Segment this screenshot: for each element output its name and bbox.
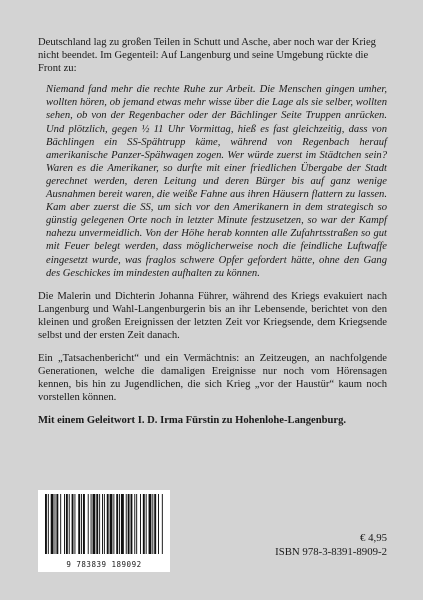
back-cover-text: [38, 36, 387, 428]
quote-paragraph: Niemand fand mehr die rechte Ruhe zur Arbeit. Die Menschen gingen umher, wollten hören, ob jemand etwas mehr wisse über die Lage als sie selber, wollten sehen, ob von der Regenbacher oder der Bächlinger Seite Truppen anrücken. Und plötzlich, gegen ½ 11 Uhr Vormittag, hieß es fast gleichzeitig, dass von Bächlingen ein SS-Spähtrupp käme, während von Regenbach herauf amerikanische Panzer-Spähwagen zogen. Wer würde zuerst im Städtchen sein? Waren es die Amerikaner, so durfte mit einer friedlichen Übergabe der Stadt gerechnet werden, deren Leitung und deren Bürger bis auf ganz wenige Ausnahmen bereit waren, die weiße Fahne aus ihren Häusern flattern zu lassen. Kam aber zuerst die SS, um sich vor den Amerikanern in dem strategisch so günstig gelegenen Orte noch in letzter Minute festzusetzen, so war der Kampf nahezu unvermeidlich. Von der Höhe herab konnten alle Zufahrtsstraßen so gut mit Feuer belegt werden, dass möglicherweise noch die feindliche Luftwaffe eingesetzt wurde, was fraglos schwere Opfer gefordert hätte, ohne den Gang des Geschickes im mindesten aufhalten zu können.: [46, 84, 387, 279]
legacy-paragraph: Ein „Tatsachenbericht“ und ein Vermächtnis: an Zeitzeugen, an nachfolgende Generationen, welche die damaligen Ereignisse nur noch vom Hörensagen kennen, bis hin zu Jugendlichen, die sich Krieg „vor der Haustür“ kaum noch vorstellen können.: [38, 353, 387, 404]
price: € 4,95: [360, 532, 387, 544]
isbn: ISBN 978-3-8391-8909-2: [275, 546, 387, 558]
barcode-number: 9 783839 189092: [66, 560, 142, 569]
barcode-bars: [42, 494, 166, 556]
foreword-line: Mit einem Geleitwort I. D. Irma Fürstin zu Hohenlohe-Langenburg.: [38, 415, 347, 427]
intro-paragraph: Deutschland lag zu großen Teilen in Schutt und Asche, aber noch war der Krieg nicht beendet. Im Gegenteil: Auf Langenburg und seine Umgebung rückte die Front zu:: [38, 37, 376, 75]
barcode: [38, 490, 170, 572]
author-paragraph: Die Malerin und Dichterin Johanna Führer, während des Kriegs evakuiert nach Langenburg und Wahl-Langenburgerin bis an ihr Lebensende, berichtet von den kleinen und großen Ereignissen der letzten Zeit vor Kriegsende, dem Kriegsende selbst und der ersten Zeit danach.: [38, 290, 387, 341]
